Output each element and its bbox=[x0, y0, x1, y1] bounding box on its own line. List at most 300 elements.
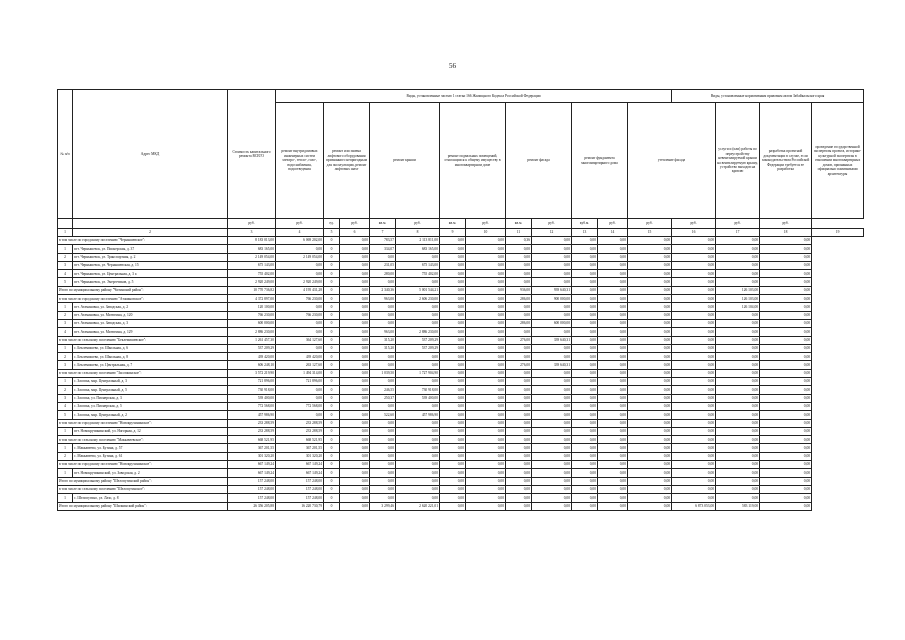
value-cell: 0,00 bbox=[340, 427, 370, 435]
value-cell: 16 220 730,79 bbox=[276, 502, 324, 510]
address-cell: пгт. Атамановка, ул. Матюгина, д. 120 bbox=[73, 311, 228, 319]
value-cell: 0,00 bbox=[440, 477, 466, 485]
value-cell: 0,00 bbox=[598, 270, 628, 278]
value-cell: 0,00 bbox=[716, 270, 760, 278]
value-cell: 0,00 bbox=[672, 378, 716, 386]
value-cell: 0,00 bbox=[396, 494, 440, 502]
value-cell: 0,00 bbox=[532, 436, 572, 444]
row-number: 5 bbox=[58, 278, 73, 286]
value-cell: 0,00 bbox=[760, 295, 812, 303]
value-cell: 0,00 bbox=[340, 319, 370, 327]
value-cell: 0 bbox=[324, 494, 340, 502]
table-row bbox=[58, 278, 864, 286]
col-header-foundation: ремонт фундамента многоквартирного дома bbox=[572, 103, 628, 219]
value-cell: 0,00 bbox=[532, 237, 572, 245]
subtotal-label: в том числе по городскому поселению "Атамановское": bbox=[58, 295, 228, 303]
value-cell: 0,00 bbox=[370, 427, 396, 435]
value-cell: 0,00 bbox=[572, 427, 598, 435]
value-cell: 286,00 bbox=[506, 295, 532, 303]
value-cell: 0,00 bbox=[506, 469, 532, 477]
value-cell: 0,00 bbox=[370, 253, 396, 261]
value-cell: 0,00 bbox=[532, 469, 572, 477]
capital-repair-register-table bbox=[57, 89, 864, 511]
value-cell: 0,00 bbox=[628, 270, 672, 278]
value-cell: 0,00 bbox=[340, 245, 370, 253]
value-cell: 766 230,00 bbox=[276, 311, 324, 319]
value-cell: 0,00 bbox=[396, 303, 440, 311]
value-cell: 0,00 bbox=[628, 328, 672, 336]
value-cell: 0 bbox=[324, 477, 340, 485]
value-cell: 0,00 bbox=[760, 452, 812, 460]
value-cell: 0,00 bbox=[716, 444, 760, 452]
row-number: 3 bbox=[58, 319, 73, 327]
value-cell: 0 bbox=[324, 245, 340, 253]
table-row bbox=[58, 494, 864, 502]
value-cell: 0,00 bbox=[532, 386, 572, 394]
value-cell: 0,00 bbox=[370, 402, 396, 410]
value-cell: 0,00 bbox=[506, 411, 532, 419]
value-cell: 1 261 457,30 bbox=[228, 336, 276, 344]
value-cell: 0,00 bbox=[340, 477, 370, 485]
value-cell: 0,00 bbox=[340, 261, 370, 269]
value-cell: 157 248,00 bbox=[228, 494, 276, 502]
value-cell: 0,00 bbox=[760, 411, 812, 419]
value-cell: 0,00 bbox=[370, 436, 396, 444]
subtotal-label: в том числе по городскому поселению "Новокручининское": bbox=[58, 419, 228, 427]
value-cell: 0 bbox=[324, 328, 340, 336]
value-cell: 0,00 bbox=[506, 303, 532, 311]
col-header-expertise: проведение государственной экспертизы проекта, историко-культурной экспертизы в отношении многоквартирных домов, признанных официально памятниками архитектуры bbox=[812, 103, 864, 219]
value-cell: 0,00 bbox=[466, 419, 506, 427]
value-cell: 0,00 bbox=[340, 237, 370, 245]
value-cell: 0 bbox=[324, 502, 340, 510]
value-cell: 668 521,95 bbox=[276, 436, 324, 444]
value-cell: 2 113 811,00 bbox=[396, 237, 440, 245]
address-cell: пгт. Новокручининский, ул. Заводская, д. 2 bbox=[73, 469, 228, 477]
value-cell: 120 100,00 bbox=[228, 303, 276, 311]
value-cell: 0,00 bbox=[672, 469, 716, 477]
address-cell: пгт. Чернышевск, ул. Энергетиков, д. 5 bbox=[73, 278, 228, 286]
unit-cell: руб. bbox=[276, 219, 324, 229]
value-cell: 0,00 bbox=[628, 286, 672, 294]
value-cell: 0,00 bbox=[506, 253, 532, 261]
value-cell: 0,00 bbox=[340, 452, 370, 460]
value-cell: 0,00 bbox=[716, 461, 760, 469]
value-cell: 0,00 bbox=[466, 469, 506, 477]
unit-cell: кв.м. bbox=[506, 219, 532, 229]
value-cell: 0,00 bbox=[276, 411, 324, 419]
value-cell: 334,07 bbox=[370, 245, 396, 253]
address-cell: с. Засопка, ул. Пионерская, д. 3 bbox=[73, 394, 228, 402]
row-number: 2 bbox=[58, 253, 73, 261]
value-cell: 0 bbox=[324, 452, 340, 460]
value-cell: 0,00 bbox=[760, 427, 812, 435]
value-cell: 0,00 bbox=[396, 469, 440, 477]
value-cell: 0,00 bbox=[532, 444, 572, 452]
value-cell: 0,00 bbox=[396, 353, 440, 361]
value-cell: 539 400,00 bbox=[228, 394, 276, 402]
table-row bbox=[58, 378, 864, 386]
value-cell: 0,00 bbox=[760, 419, 812, 427]
subtotal-label: в том числе по городскому поселению "Новокручининское": bbox=[58, 461, 228, 469]
value-cell: 683 165,00 bbox=[228, 245, 276, 253]
value-cell: 301 320,20 bbox=[228, 452, 276, 460]
value-cell: 0,00 bbox=[440, 361, 466, 369]
value-cell: 667 149,24 bbox=[228, 469, 276, 477]
value-cell: 0 bbox=[324, 278, 340, 286]
value-cell: 0,00 bbox=[716, 328, 760, 336]
value-cell: 0,00 bbox=[760, 502, 812, 510]
value-cell: 0,00 bbox=[598, 427, 628, 435]
value-cell: 0,00 bbox=[598, 286, 628, 294]
value-cell: 683 165,00 bbox=[396, 245, 440, 253]
table-row bbox=[58, 253, 864, 261]
value-cell: 730 918,00 bbox=[396, 386, 440, 394]
address-cell: с. Засопка, мкр. Центральный, д. 2 bbox=[73, 411, 228, 419]
row-number: 2 bbox=[58, 353, 73, 361]
column-number-cell: 4 bbox=[276, 229, 324, 237]
value-cell: 0,00 bbox=[532, 328, 572, 336]
value-cell: 0,00 bbox=[506, 485, 532, 493]
value-cell: 0,00 bbox=[716, 261, 760, 269]
value-cell: 783,57 bbox=[370, 237, 396, 245]
value-cell: 0,00 bbox=[340, 353, 370, 361]
subtotal-row bbox=[58, 369, 864, 377]
value-cell: 0,00 bbox=[340, 386, 370, 394]
value-cell: 0 bbox=[324, 361, 340, 369]
unit-cell: руб. bbox=[716, 219, 760, 229]
table-row bbox=[58, 386, 864, 394]
value-cell: 0,00 bbox=[628, 494, 672, 502]
value-cell: 0,00 bbox=[532, 270, 572, 278]
col-header-elevator: ремонт или замена лифтового оборудования признанного непригодным для эксплуатации, ремонт лифтовых шахт bbox=[324, 103, 370, 219]
value-cell: 0,00 bbox=[716, 311, 760, 319]
col-header-insulation: утепление фасада bbox=[628, 103, 716, 219]
value-cell: 0,00 bbox=[276, 328, 324, 336]
value-cell: 0,00 bbox=[760, 353, 812, 361]
value-cell: 0,00 bbox=[760, 278, 812, 286]
value-cell: 0,00 bbox=[396, 477, 440, 485]
value-cell: 0,00 bbox=[370, 494, 396, 502]
subtotal-row bbox=[58, 477, 864, 485]
value-cell: 0 bbox=[324, 419, 340, 427]
row-number: 4 bbox=[58, 402, 73, 410]
value-cell: 0,00 bbox=[440, 319, 466, 327]
col-header-address: Адрес МКД bbox=[73, 90, 228, 219]
value-cell: 0,00 bbox=[506, 261, 532, 269]
value-cell: 0,00 bbox=[396, 427, 440, 435]
value-cell: 0,00 bbox=[628, 469, 672, 477]
value-cell: 0,00 bbox=[506, 311, 532, 319]
value-cell: 0,00 bbox=[532, 369, 572, 377]
column-number-cell: 8 bbox=[396, 229, 440, 237]
value-cell: 0,00 bbox=[760, 361, 812, 369]
subtotal-label: в том числе по сельскому поселению "Шелопугинское": bbox=[58, 485, 228, 493]
value-cell: 667 149,24 bbox=[276, 461, 324, 469]
table-row bbox=[58, 245, 864, 253]
value-cell: 0,00 bbox=[628, 237, 672, 245]
value-cell: 0,00 bbox=[760, 303, 812, 311]
value-cell: 0,00 bbox=[370, 469, 396, 477]
value-cell: 0,00 bbox=[466, 502, 506, 510]
value-cell: 0,00 bbox=[440, 461, 466, 469]
value-cell: 0,00 bbox=[572, 394, 598, 402]
value-cell: 0,00 bbox=[466, 361, 506, 369]
row-number: 1 bbox=[58, 444, 73, 452]
column-number-cell: 17 bbox=[716, 229, 760, 237]
value-cell: 0,00 bbox=[760, 477, 812, 485]
value-cell: 0,00 bbox=[760, 436, 812, 444]
value-cell: 0,00 bbox=[396, 402, 440, 410]
value-cell: 0,00 bbox=[466, 378, 506, 386]
value-cell: 6 069 202,00 bbox=[276, 237, 324, 245]
value-cell: 0,00 bbox=[628, 344, 672, 352]
value-cell: 0,00 bbox=[340, 436, 370, 444]
value-cell: 339 640,31 bbox=[532, 336, 572, 344]
value-cell: 0,00 bbox=[572, 278, 598, 286]
value-cell: 0,00 bbox=[598, 311, 628, 319]
row-number: 3 bbox=[58, 394, 73, 402]
value-cell: 0,00 bbox=[532, 402, 572, 410]
value-cell: 0,00 bbox=[466, 436, 506, 444]
value-cell: 0,00 bbox=[572, 485, 598, 493]
value-cell: 0,00 bbox=[440, 253, 466, 261]
value-cell: 0,00 bbox=[672, 394, 716, 402]
value-cell: 0,00 bbox=[340, 402, 370, 410]
value-cell: 263 127,60 bbox=[276, 361, 324, 369]
value-cell: 0,00 bbox=[440, 444, 466, 452]
value-cell: 0,00 bbox=[340, 419, 370, 427]
value-cell: 0,00 bbox=[628, 311, 672, 319]
value-cell: 0,00 bbox=[716, 353, 760, 361]
value-cell: 0,00 bbox=[572, 344, 598, 352]
value-cell: 0 bbox=[324, 444, 340, 452]
value-cell: 0,00 bbox=[340, 295, 370, 303]
value-cell: 537 209,29 bbox=[396, 336, 440, 344]
row-number: 2 bbox=[58, 386, 73, 394]
value-cell: 0,00 bbox=[572, 286, 598, 294]
value-cell: 0,00 bbox=[440, 245, 466, 253]
value-cell: 233 288,59 bbox=[276, 427, 324, 435]
value-cell: 0,00 bbox=[466, 369, 506, 377]
value-cell: 583 119,00 bbox=[716, 502, 760, 510]
subtotal-label: Итого по муниципальному району "Шелопугинский район": bbox=[58, 477, 228, 485]
value-cell: 315,20 bbox=[370, 344, 396, 352]
value-cell: 0,00 bbox=[572, 469, 598, 477]
value-cell: 0,00 bbox=[440, 394, 466, 402]
value-cell: 0,00 bbox=[440, 419, 466, 427]
value-cell: 0,00 bbox=[340, 411, 370, 419]
value-cell: 0,00 bbox=[532, 278, 572, 286]
value-cell: 0,00 bbox=[532, 353, 572, 361]
value-cell: 0,00 bbox=[598, 452, 628, 460]
value-cell: 276,00 bbox=[506, 361, 532, 369]
value-cell: 0,00 bbox=[506, 278, 532, 286]
value-cell: 0,00 bbox=[396, 311, 440, 319]
value-cell: 2 340,36 bbox=[370, 286, 396, 294]
value-cell: 600 000,00 bbox=[532, 319, 572, 327]
address-cell: пгт. Чернышевск, ул. Транспортная, д. 2 bbox=[73, 253, 228, 261]
value-cell: 0,00 bbox=[276, 386, 324, 394]
value-cell: 675 143,00 bbox=[228, 261, 276, 269]
value-cell: 0,00 bbox=[340, 286, 370, 294]
column-number-cell: 13 bbox=[572, 229, 598, 237]
value-cell: 0,00 bbox=[572, 361, 598, 369]
value-cell: 0,00 bbox=[572, 411, 598, 419]
value-cell: 0,00 bbox=[506, 245, 532, 253]
value-cell: 0,00 bbox=[598, 436, 628, 444]
value-cell: 0,00 bbox=[440, 485, 466, 493]
value-cell: 0,00 bbox=[598, 469, 628, 477]
value-cell: 280,00 bbox=[370, 270, 396, 278]
column-number-cell: 14 bbox=[598, 229, 628, 237]
value-cell: 0,00 bbox=[598, 386, 628, 394]
value-cell: 0,00 bbox=[598, 494, 628, 502]
value-cell: 730 918,00 bbox=[228, 386, 276, 394]
value-cell: 0,00 bbox=[532, 502, 572, 510]
column-number-cell: 16 bbox=[672, 229, 716, 237]
value-cell: 0,00 bbox=[440, 344, 466, 352]
value-cell: 668 521,95 bbox=[228, 436, 276, 444]
value-cell: 0,00 bbox=[628, 319, 672, 327]
value-cell: 0,00 bbox=[672, 361, 716, 369]
unit-cell: руб. bbox=[532, 219, 572, 229]
value-cell: 0,00 bbox=[276, 319, 324, 327]
value-cell: 0,00 bbox=[532, 494, 572, 502]
unit-cell: кв.м. bbox=[440, 219, 466, 229]
address-cell: пгт. Чернышевск, ул. Пионерская, д. 37 bbox=[73, 245, 228, 253]
value-cell: 0,00 bbox=[716, 494, 760, 502]
row-number: 5 bbox=[58, 411, 73, 419]
value-cell: 4 195 431,28 bbox=[276, 286, 324, 294]
value-cell: 0,00 bbox=[396, 444, 440, 452]
value-cell: 339 640,31 bbox=[532, 361, 572, 369]
col-header-roof: ремонт крыши bbox=[370, 103, 440, 219]
table-row bbox=[58, 261, 864, 269]
value-cell: 0,00 bbox=[532, 261, 572, 269]
value-cell: 0,00 bbox=[466, 261, 506, 269]
row-number: 1 bbox=[58, 344, 73, 352]
value-cell: 0,00 bbox=[716, 485, 760, 493]
address-cell: с. Беклемишево, ул. Школьная, д. 6 bbox=[73, 344, 228, 352]
row-number: 1 bbox=[58, 469, 73, 477]
value-cell: 0,00 bbox=[598, 419, 628, 427]
value-cell: 26 356 205,88 bbox=[228, 502, 276, 510]
address-cell: пгт. Новокручининский, ул. Нагорная, д. 12 bbox=[73, 427, 228, 435]
value-cell: 0 bbox=[324, 253, 340, 261]
row-number: 1 bbox=[58, 303, 73, 311]
value-cell: 0,00 bbox=[506, 270, 532, 278]
value-cell: 0,00 bbox=[370, 353, 396, 361]
value-cell: 0 bbox=[324, 469, 340, 477]
value-cell: 766 230,00 bbox=[276, 295, 324, 303]
value-cell: 315,20 bbox=[370, 336, 396, 344]
unit-cell: кв.м. bbox=[370, 219, 396, 229]
value-cell: 0,00 bbox=[396, 452, 440, 460]
value-cell: 537 209,29 bbox=[228, 344, 276, 352]
value-cell: 0,00 bbox=[440, 436, 466, 444]
value-cell: 0,00 bbox=[466, 353, 506, 361]
value-cell: 0,00 bbox=[572, 336, 598, 344]
value-cell: 0,00 bbox=[572, 452, 598, 460]
value-cell: 0,00 bbox=[598, 477, 628, 485]
row-number: 1 bbox=[58, 378, 73, 386]
subtotal-row bbox=[58, 419, 864, 427]
value-cell: 0,00 bbox=[572, 378, 598, 386]
value-cell: 364 127,60 bbox=[276, 336, 324, 344]
value-cell: 0,00 bbox=[628, 502, 672, 510]
value-cell: 0,00 bbox=[572, 444, 598, 452]
value-cell: 772 568,00 bbox=[228, 402, 276, 410]
value-cell: 0,00 bbox=[532, 311, 572, 319]
address-cell: пгт. Чернышевск, ул. Центральная, д. 3 а bbox=[73, 270, 228, 278]
value-cell: 0,00 bbox=[506, 328, 532, 336]
value-cell: 721 896,00 bbox=[276, 378, 324, 386]
value-cell: 0,00 bbox=[716, 378, 760, 386]
value-cell: 0,00 bbox=[572, 311, 598, 319]
value-cell: 0,00 bbox=[440, 336, 466, 344]
value-cell: 0,00 bbox=[340, 485, 370, 493]
value-cell: 0,00 bbox=[340, 369, 370, 377]
value-cell: 0,00 bbox=[572, 245, 598, 253]
value-cell: 0,00 bbox=[370, 444, 396, 452]
subtotal-label: Итого по муниципальному району "Читинский район": bbox=[58, 286, 228, 294]
value-cell: 0,00 bbox=[760, 494, 812, 502]
value-cell: 0,00 bbox=[440, 270, 466, 278]
value-cell: 157 248,00 bbox=[228, 485, 276, 493]
value-cell: 4 372 897,00 bbox=[228, 295, 276, 303]
value-cell: 0,00 bbox=[572, 353, 598, 361]
table-row bbox=[58, 344, 864, 352]
value-cell: 0,00 bbox=[440, 303, 466, 311]
table-row bbox=[58, 328, 864, 336]
value-cell: 0,00 bbox=[466, 444, 506, 452]
value-cell: 0,00 bbox=[598, 502, 628, 510]
value-cell: 0,00 bbox=[598, 394, 628, 402]
subtotal-label: в том числе по городскому поселению "Чернышевское": bbox=[58, 237, 228, 245]
value-cell: 0,00 bbox=[340, 336, 370, 344]
value-cell: 0,00 bbox=[672, 270, 716, 278]
value-cell: 301 320,20 bbox=[276, 452, 324, 460]
value-cell: 0,00 bbox=[466, 319, 506, 327]
value-cell: 0,00 bbox=[716, 394, 760, 402]
unit-cell: куб.м. bbox=[572, 219, 598, 229]
value-cell: 0,00 bbox=[572, 369, 598, 377]
value-cell: 1 039,50 bbox=[370, 369, 396, 377]
value-cell: 0,00 bbox=[598, 411, 628, 419]
value-cell: 0,00 bbox=[716, 319, 760, 327]
value-cell: 2 920 249,00 bbox=[228, 278, 276, 286]
value-cell: 0,00 bbox=[760, 311, 812, 319]
value-cell: 0,00 bbox=[532, 344, 572, 352]
value-cell: 667 149,24 bbox=[228, 461, 276, 469]
table-row bbox=[58, 394, 864, 402]
column-number-cell: 7 bbox=[370, 229, 396, 237]
value-cell: 0,00 bbox=[760, 444, 812, 452]
value-cell: 2 149 054,00 bbox=[228, 253, 276, 261]
value-cell: 231,05 bbox=[370, 261, 396, 269]
value-cell: 0,00 bbox=[532, 477, 572, 485]
value-cell: 0,00 bbox=[716, 344, 760, 352]
value-cell: 0,00 bbox=[506, 452, 532, 460]
value-cell: 0,00 bbox=[440, 402, 466, 410]
value-cell: 0,00 bbox=[628, 261, 672, 269]
value-cell: 0,00 bbox=[628, 245, 672, 253]
value-cell: 0,00 bbox=[466, 237, 506, 245]
row-number: 4 bbox=[58, 328, 73, 336]
value-cell: 0,00 bbox=[440, 311, 466, 319]
value-cell: 0,00 bbox=[506, 419, 532, 427]
